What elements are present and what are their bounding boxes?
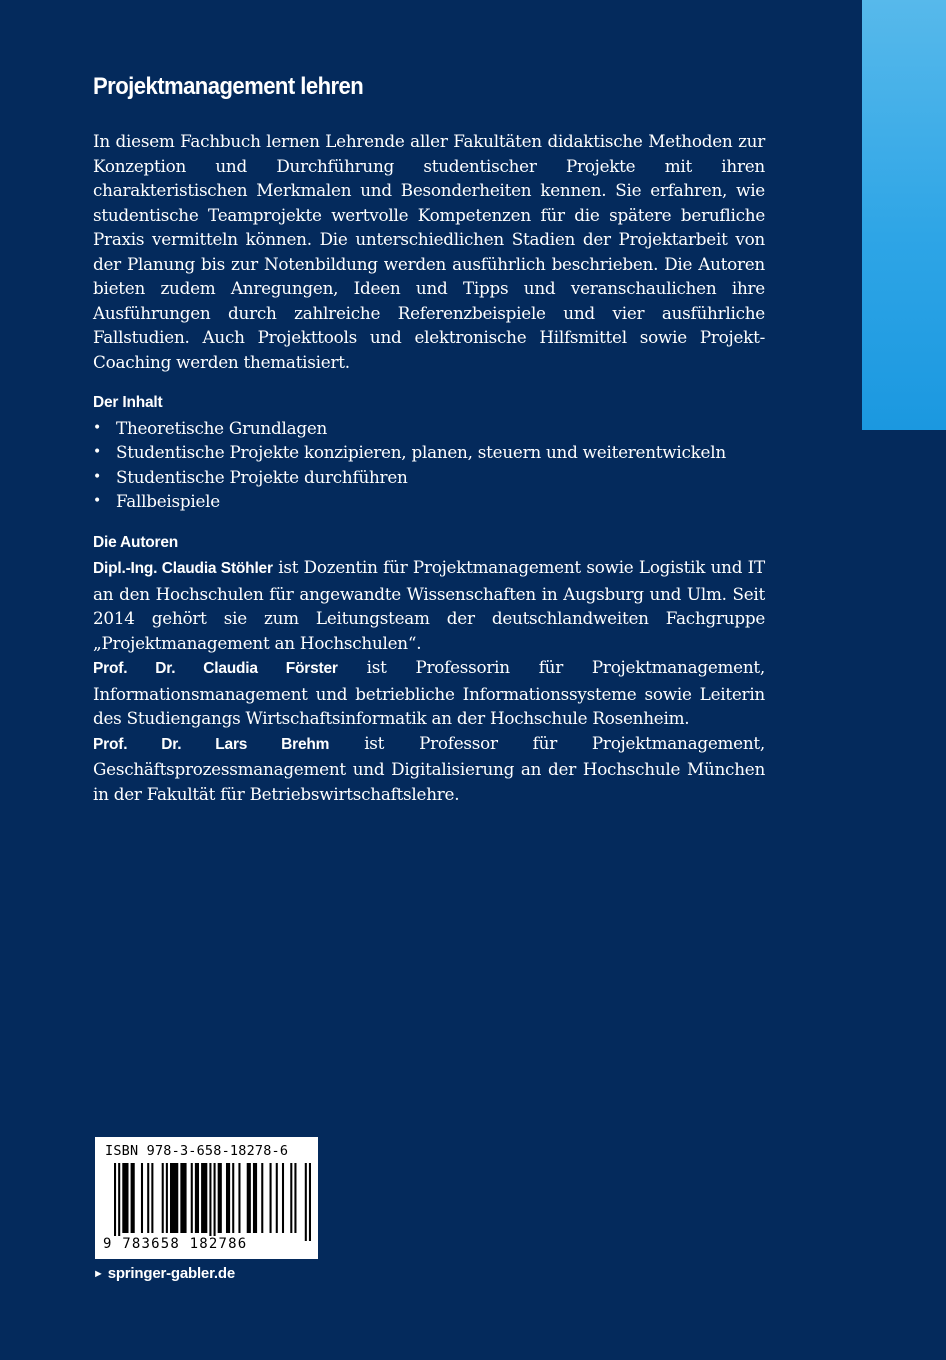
contents-list <box>93 416 765 514</box>
barcode-bar <box>201 1163 207 1233</box>
authors-heading: Die Autoren <box>93 533 179 551</box>
barcode-bar <box>195 1163 199 1233</box>
barcode-bars <box>114 1163 311 1241</box>
barcode-bar <box>166 1163 168 1233</box>
barcode-bar <box>141 1163 143 1233</box>
author-bio: ist Dozentin für Projektmanagement sowie Logistik und IT an den Hochschulen für angewandte Wissenschaften in Augsburg und Ulm. Seit 2014 gehört sie zum Leitungsteam der deutschlandweiten Fachgruppe „Projektmanagement an Hochschulen“. <box>93 557 765 653</box>
barcode-bar <box>247 1163 251 1233</box>
barcode-bar <box>261 1163 263 1233</box>
barcode-bar <box>131 1163 135 1233</box>
barcode-bar <box>180 1163 186 1233</box>
publisher-link[interactable] <box>93 1265 235 1282</box>
barcode-bar <box>290 1163 292 1233</box>
author-name: Prof. Dr. Claudia Förster <box>93 660 338 677</box>
author-name: Prof. Dr. Lars Brehm <box>93 735 330 753</box>
barcode-bar <box>232 1163 234 1233</box>
barcode-bar <box>191 1163 193 1233</box>
isbn-label: ISBN 978-3-658-18278-6 <box>105 1143 289 1159</box>
contents-heading: Der Inhalt <box>93 394 163 411</box>
author-entry <box>93 655 765 731</box>
author-bio: ist Professorin für Projektmanagement, Informationsmanagement und betriebliche Informationssysteme sowie Leiterin des Studiengangs Wirtschaftsinformatik an der Hochschule Rosenheim. <box>93 657 765 728</box>
list-item <box>93 416 765 441</box>
arrow-right-icon: ► <box>93 1268 104 1280</box>
bullet-icon: • <box>93 493 102 509</box>
list-item-text: Studentische Projekte durchführen <box>116 466 408 487</box>
barcode-bar <box>209 1163 211 1241</box>
barcode-bar <box>147 1163 149 1233</box>
publisher-url: springer-gabler.de <box>107 1265 235 1282</box>
list-item-text: Fallbeispiele <box>116 491 220 511</box>
barcode-bar <box>118 1163 120 1241</box>
list-item-text: Studentische Projekte konzipieren, planen, steuern und weiterentwickeln <box>116 442 726 462</box>
bullet-icon: • <box>93 419 102 436</box>
isbn-barcode <box>95 1137 318 1259</box>
list-item <box>93 489 765 514</box>
list-item <box>93 440 765 465</box>
barcode-bar <box>238 1163 240 1233</box>
accent-color-block <box>862 0 946 430</box>
list-item <box>93 465 765 490</box>
barcode-bar <box>218 1163 222 1233</box>
barcode-bar <box>114 1163 116 1241</box>
list-item-text: Theoretische Grundlagen <box>116 417 328 438</box>
barcode-bar <box>170 1163 178 1233</box>
barcode-bar <box>309 1163 311 1241</box>
barcode-bar <box>294 1163 296 1233</box>
barcode-bar <box>276 1163 278 1233</box>
bullet-icon: • <box>93 468 102 485</box>
barcode-bar <box>270 1163 272 1233</box>
bullet-icon: • <box>93 444 102 460</box>
barcode-bar <box>226 1163 230 1233</box>
author-name: Dipl.-Ing. Claudia Stöhler <box>93 560 273 577</box>
barcode-bar <box>253 1163 257 1233</box>
barcode-bar <box>214 1163 216 1241</box>
author-entry <box>93 555 765 655</box>
intro-paragraph: In diesem Fachbuch lernen Lehrende aller Fakultäten didaktische Methoden zur Konzeption und Durchführung studentischer Projekte mit ihren charakteristischen Merkmalen und Besonderheiten kennen. Sie erfahren, wie studentische Teamprojekte wertvolle Kompetenzen für die spätere berufliche Praxis vermitteln können. Die unterschiedlichen Stadien der Projektarbeit von der Planung bis zur Notenbildung werden ausführlich beschrieben. Die Autoren bieten zudem Anregungen, Ideen und Tipps und veranschaulichen ihre Ausführungen durch zahlreiche Referenzbeispiele und vier ausführliche Fallstudien. Auch Projekttools und elektronische Hilfsmittel sowie Projekt-Coaching werden thematisiert. <box>93 131 765 372</box>
barcode-bar <box>122 1163 128 1233</box>
book-title: Projektmanagement lehren <box>93 73 364 100</box>
cover-text <box>93 129 765 806</box>
author-bio: ist Professor für Projektmanagement, Geschäftsprozessmanagement und Digitalisierung an der Hochschule München in der Fakultät für Betriebswirtschaftslehre. <box>93 732 765 804</box>
barcode-digits: 9 783658 182786 <box>103 1236 248 1252</box>
barcode-bar <box>305 1163 307 1241</box>
barcode-bar <box>151 1163 153 1233</box>
barcode-bar <box>282 1163 284 1233</box>
barcode-bar <box>162 1163 164 1233</box>
author-entry <box>93 731 765 807</box>
